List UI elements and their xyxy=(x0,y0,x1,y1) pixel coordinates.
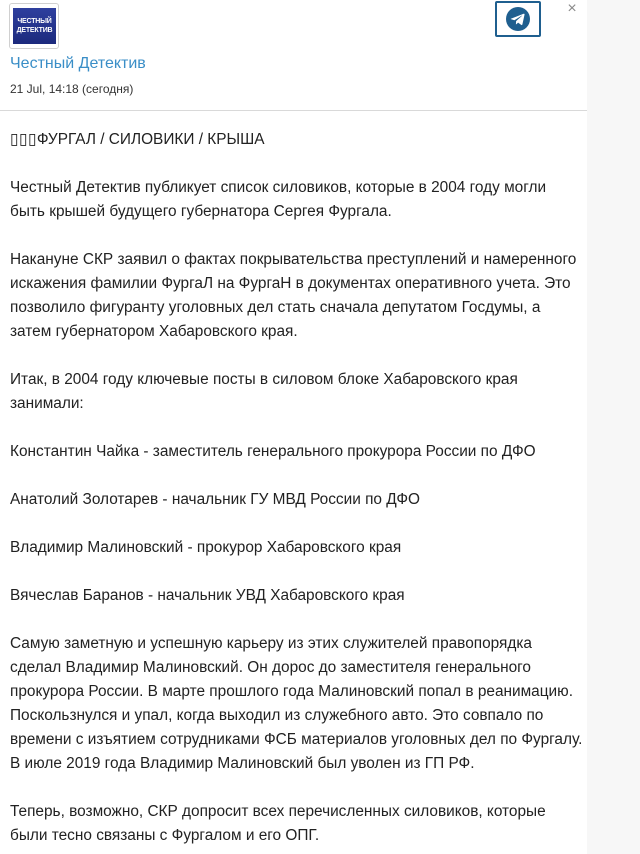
close-icon[interactable]: × xyxy=(567,0,577,17)
post-paragraph: Теперь, возможно, СКР допросит всех перечисленных силовиков, которые были тесно связаны с Фургалом и его ОПГ. xyxy=(10,803,546,844)
post-paragraph: Вячеслав Баранов - начальник УВД Хабаровского края xyxy=(10,587,405,604)
channel-logo-image xyxy=(13,8,56,44)
logo-text-line-2: ДЕТЕКТИВ xyxy=(16,27,53,34)
telegram-button[interactable] xyxy=(495,1,541,37)
post-body xyxy=(10,128,585,854)
channel-logo[interactable] xyxy=(9,3,59,49)
post-paragraph: Владимир Малиновский - прокурор Хабаровского края xyxy=(10,539,402,556)
post-paragraph: Честный Детектив публикует список силовиков, которые в 2004 году могли быть крышей будущего губернатора Сергея Фургала. xyxy=(10,179,547,220)
post-header xyxy=(0,0,587,111)
post-title xyxy=(10,128,585,152)
post-paragraph: Константин Чайка - заместитель генерального прокурора России по ДФО xyxy=(10,443,536,460)
post-paragraph: Анатолий Золотарев - начальник ГУ МВД России по ДФО xyxy=(10,491,421,508)
telegram-icon xyxy=(506,7,530,31)
post-paragraph: Накануне СКР заявил о фактах покрывательства преступлений и намеренного искажения фамилии ФургаЛ на ФургаН в документах оперативного учета. Это позволило фигуранту уголовных дел стать сначала депутатом Госдумы, а затем губернатором Хабаровского края. xyxy=(10,251,577,340)
post-paragraph: Итак, в 2004 году ключевые посты в силовом блоке Хабаровского края занимали: xyxy=(10,371,518,412)
page-side-strip xyxy=(587,0,640,854)
title-emoji-placeholders: ▯▯▯ xyxy=(10,131,37,148)
post-date: 21 Jul, 14:18 (сегодня) xyxy=(10,82,134,96)
channel-name-link[interactable]: Честный Детектив xyxy=(10,55,146,72)
post-title-text: ФУРГАЛ / СИЛОВИКИ / КРЫША xyxy=(36,131,265,148)
post-paragraph: Самую заметную и успешную карьеру из этих служителей правопорядка сделал Владимир Малиновский. Он дорос до заместителя генерального прокурора России. В марте прошлого года Малиновский попал в реанимацию. Поскользнулся и упал, когда выходил из служебного авто. Это совпало по времени с изъятием сотрудниками ФСБ материалов уголовных дел по Фургалу. В июле 2019 года Владимир Малиновский был уволен из ГП РФ. xyxy=(10,635,583,772)
logo-text-line-1: ЧЕСТНЫЙ xyxy=(17,18,52,25)
